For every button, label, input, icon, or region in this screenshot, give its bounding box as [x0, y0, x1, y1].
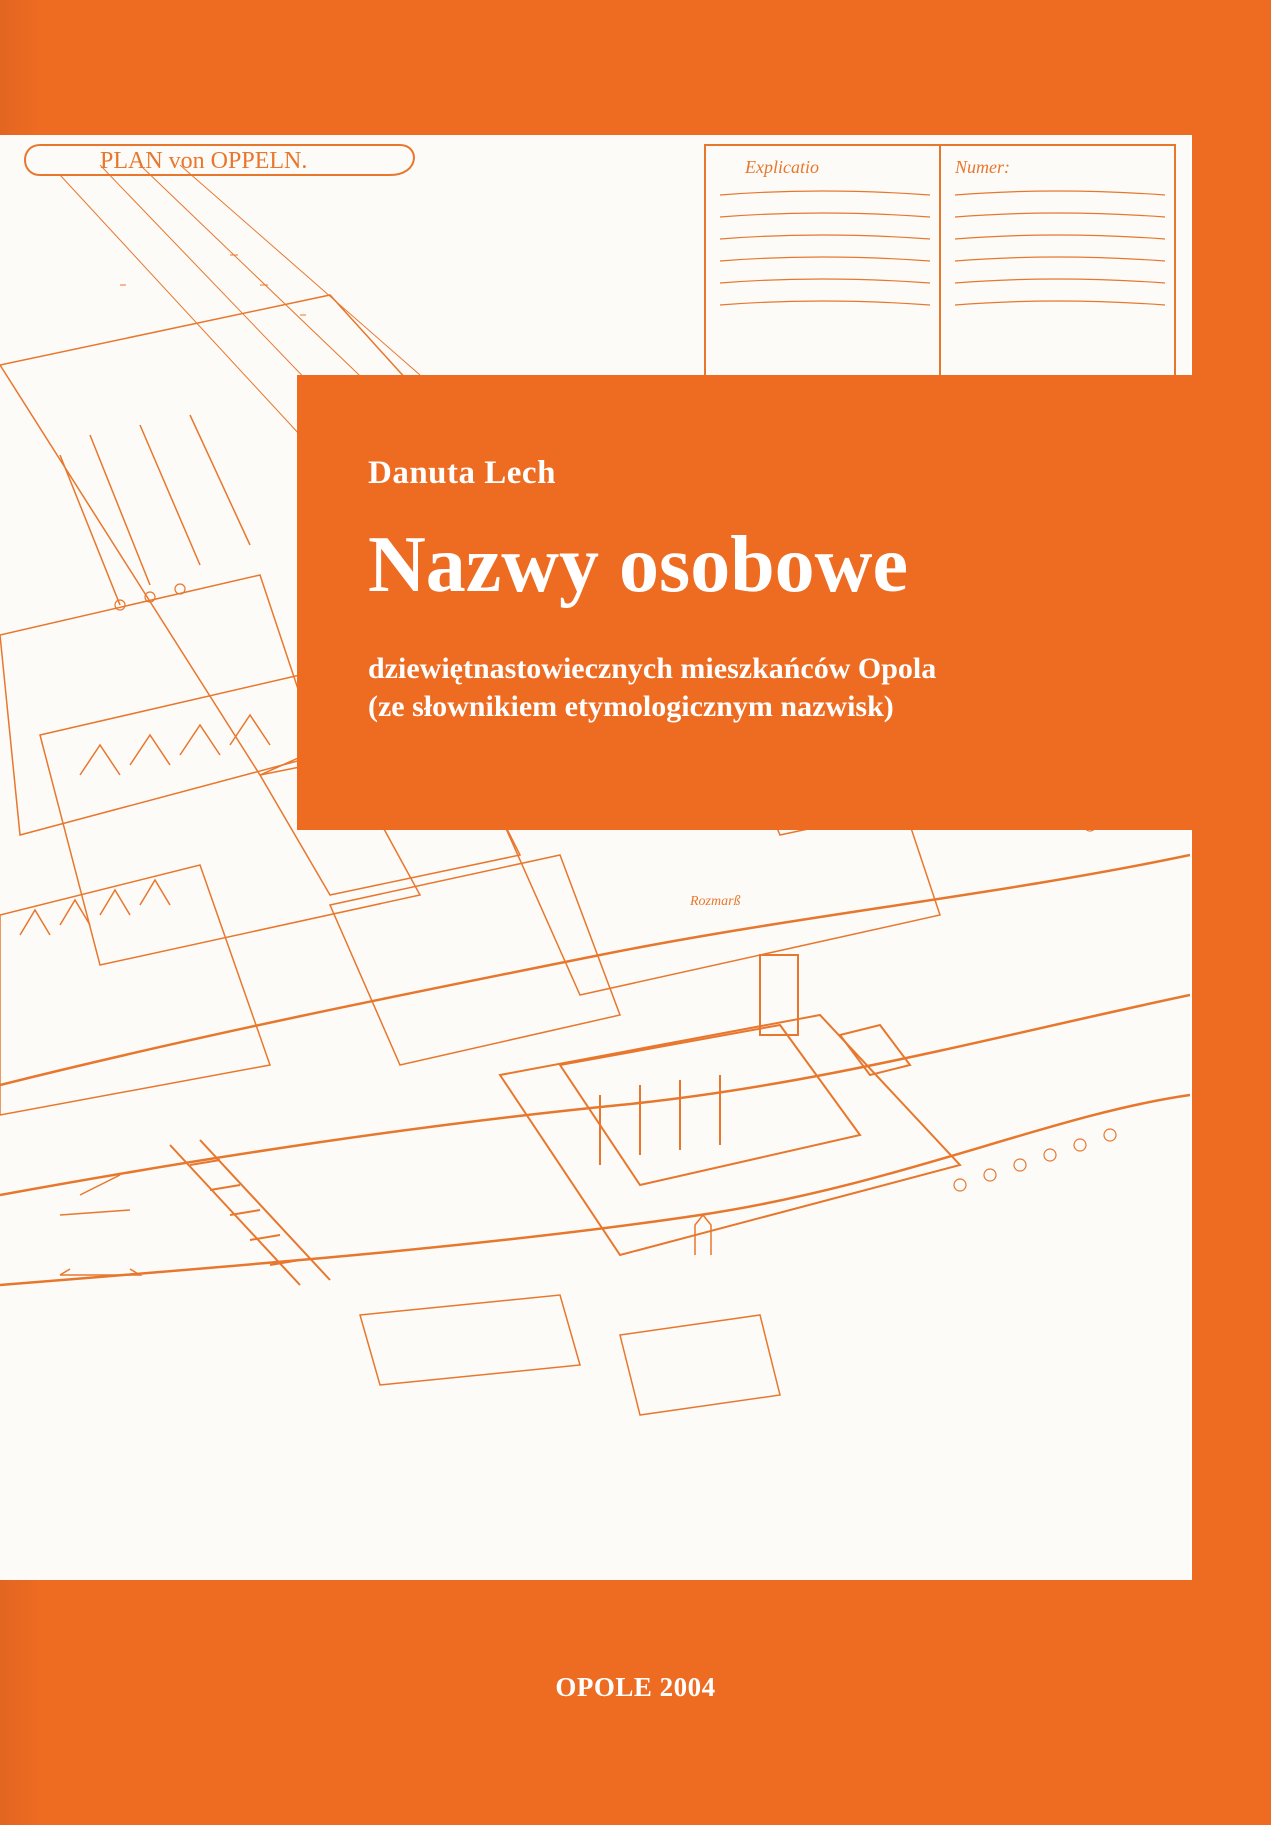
map-illustration	[0, 135, 1192, 1580]
legend-header-left: Explicatio	[745, 157, 819, 177]
street-label: Rozmarß	[690, 894, 741, 909]
legend-header-right: Numer:	[955, 157, 1010, 177]
cartouche-text: PLAN von OPPELN.	[100, 148, 308, 174]
imprint: OPOLE 2004	[555, 1672, 716, 1702]
subtitle-line-2: (ze słownikiem etymologicznym nazwisk)	[368, 690, 894, 723]
river-bank-south	[0, 995, 1190, 1195]
book-subtitle	[368, 650, 936, 726]
subtitle-line-1: dziewiętnastowiecznych mieszkańców Opola	[368, 652, 937, 685]
castle-moat	[500, 1015, 960, 1255]
book-title: Nazwy osobowe	[368, 521, 908, 609]
title-panel	[297, 375, 1271, 830]
old-town-plan	[0, 135, 1190, 1580]
river-bank-north	[0, 855, 1190, 1085]
author-name: Danuta Lech	[368, 455, 556, 491]
